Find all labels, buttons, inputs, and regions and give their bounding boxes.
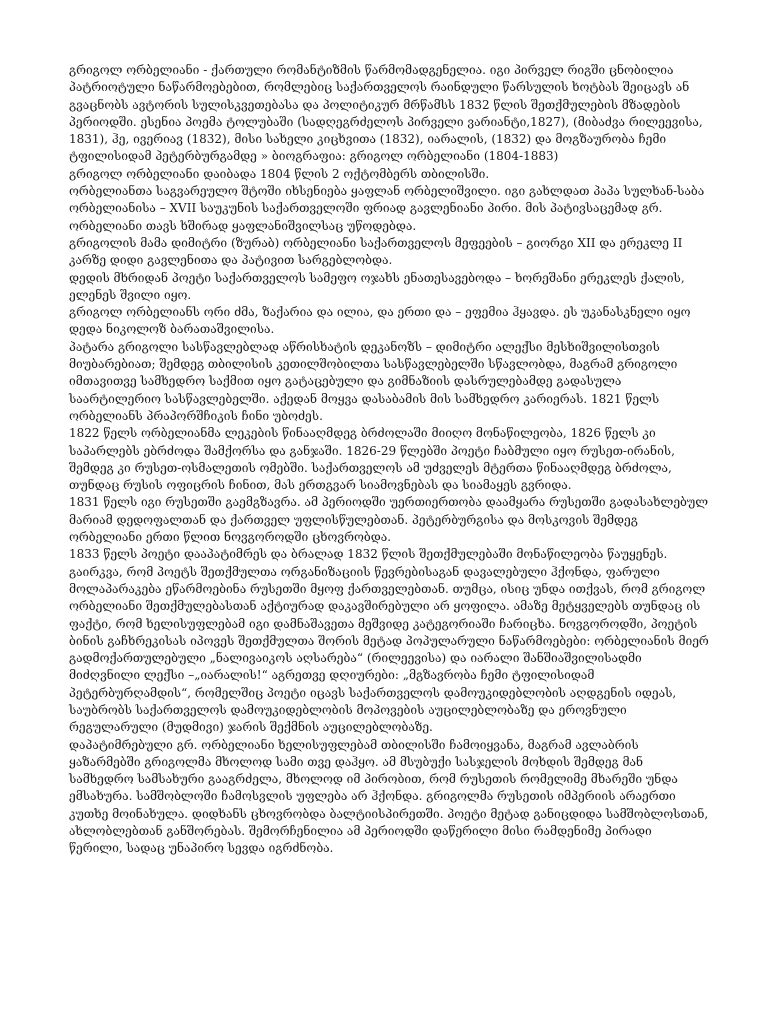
paragraph-education: პატარა გრიგოლი სასწავლებლად აწრისხატის დეკანოზს – დიმიტრი ალექსი მესხიშვილისთვის მიუბარებიათ; შემდეგ თბილისის კეთილშობილთა სასწავლებელში სწავლობდა, მაგრამ გრიგოლი იმთავითვე სამხედრო საქმით იყო გატაცებული და გიმნაზიის დასრულებამდე გადასულა საარტილერიო სასწავლებელში. აქედან მოყვა დასაბამის მის სამხედრო კარიერას. 1821 წელს ორბელიანს პრაპორშჩიკის ჩინი უბოძეს. xyxy=(69,339,678,423)
paragraph-exile: დაპატიმრებული გრ. ორბელიანი ხელისუფლებამ თბილისში ჩამოიყვანა, მაგრამ ავლაბრის ყაზარმებში გრიგოლმა მხოლოდ სამი თვე დაჰყო. ამ მსუბუქი სასჯელის მოხდის შემდეგ მან სამხედრო სამსახური გააგრძელა, მხოლოდ იმ პირობით, რომ რუსეთის რომელიმე მხარეში უნდა ემსახურა. სამშობლოში ჩამოსვლის უფლება არ ჰქონდა. გრიგოლმა რუსეთის იმპერიის არაერთი კუთხე მოინახულა. დიდხანს ცხოვრობდა ბალტიისპირეთში. პოეტი მეტად განიცდიდა სამშობლოსთან, ახლობლებთან განშორებას. შემორჩენილია ამ პერიოდში დაწერილი მისი რამდენიმე პირადი წერილი, სადაც უნაპირო სევდა იგრძნობა. xyxy=(69,737,709,856)
paragraph-mother: დედის მხრიდან პოეტი საქართველოს სამეფო ოჯახს ენათესავებოდა – ხორეშანი ერეკლეს ქალის, ელენეს შვილი იყო. xyxy=(69,270,685,302)
paragraph-birth: გრიგოლ ორბელიანი დაიბადა 1804 წლის 2 ოქტომბერს თბილისში. xyxy=(69,166,490,181)
paragraph-russia: 1831 წელს იგი რუსეთში გაემგზავრა. ამ პერიოდში უერთიერთობა დაამყარა რუსეთში გადასახლებულ მარიამ დედოფალთან და ქართველ უფლისწულებთან. პეტერბურგისა და მოსკოვის შემდეგ ორბელიანი ერთი წლით ნოვგოროდში ცხოვრობდა. xyxy=(69,495,709,545)
paragraph-lineage: ორბელიანთა საგვარეულო შტოში იხსენიება ყაფლან ორბელიშვილი. იგი გახლდათ პაპა სულხან-საბა ორბელიანისა – XVII საუკუნის საქართველოში ფრიად გავლენიანი პირი. მის პატივსაცემად გრ. ორბელიანი თავს ხშირად ყაფლანიშვილსაც უწოდებდა. xyxy=(69,184,705,233)
paragraph-intro: გრიგოლ ორბელიანი - ქართული რომანტიზმის წარმომადგენელია. იგი პირველ რიგში ცნობილია პატრიოტული ნაწარმოებებით, რომლებიც საქართველოს რაინდული წარსულის ხოტბას შეიცავს ან გვაცნობს ავტორის სულისკვეთებასა და პოლიტიკურ მრწამსს 1832 წლის შეთქმულების მზადების პერიოდში. ესენია პოემა ტოლუბაში (სადღეგრძელოს პირველი ვარიანტი,1827), (მიბაძვა რილეევისა, 1831), ჰე, ივერიავ (1832), მისი სახელი კიცხვითა (1832), იარალის, (1832) და მოგზაურობა ჩემი ტფილისიდამ პეტერბურგამდე » ბიოგრაფია: გრიგოლ ორბელიანი (1804-1883) xyxy=(69,63,703,164)
paragraph-arrest: 1833 წელს პოეტი დააპატიმრეს და ბრალად 1832 წლის შეთქმულებაში მონაწილეობა წაუყენეს. გაირკვა, რომ პოეტს შეთქმულთა ორგანიზაციის წევრებისაგან დავალებული ჰქონდა, ფარული მოლაპარაკება ეწარმოებინა რუსეთში მყოფ ქართველებთან. თუმცა, ისიც უნდა ითქვას, რომ გრიგოლ ორბელიანი შეთქმულებასთან აქტიურად დაკავშირებული არ ყოფილა. ამაზე მეტყველებს თუნდაც ის ფაქტი, რომ ხელისუფლებამ იგი დამნაშავეთა მეშვიდე კატეგორიაში ჩარიცხა. ნოვგოროდში, პოეტის ბინის გაჩხრეკისას იპოვეს შეთქმულთა შორის მეტად პოპულარული ნაწარმოებები: ორბელიანის მიერ გადმოქართულებული „ნალივაიკოს აღსარება“ (რილეევისა) და იარალი შანშიაშვილისადმი მიძღვნილი ლექსი –„იარალის!“ აგრეთვე დღიურები: „მგზავრობა ჩემი ტფილისიდამ პეტერბურღამდის“, რომელშიც პოეტი იცავს საქართველოს დამოუკიდებლობის აღდგენის იდეას, საუბრობს საქართველოს დამოუკიდებლობის მოპოვების აუცილებლობაზე და ეროვნული რეგულარული (მუდმივი) ჯარის შექმნის აუცილებლობაზე. xyxy=(69,547,709,735)
paragraph-siblings: გრიგოლ ორბელიანს ორი ძმა, ზაქარია და ილია, და ერთი და – ეფემია ჰყავდა. ეს უკანასკნელი იყო დედა ნიკოლოზ ბარათაშვილისა. xyxy=(69,305,691,337)
document-body xyxy=(69,62,709,858)
paragraph-military: 1822 წელს ორბელიანმა ლეკების წინააღმდეგ ბრძოლაში მიიღო მონაწილეობა, 1826 წელს კი საპარლებს ებრძოდა შამქორსა და განჯაში. 1826-29 წლებში პოეტი ჩაბმული იყო რუსეთ-ირანის, შემდეგ კი რუსეთ-ოსმალეთის ომებში. საქართველოს ამ უძველეს მტერთა წინააღმდეგ ბრძოლა, თუნდაც რუსის ოფიცრის ჩინით, მას ერთგვარ სიამოვნებას და სიამაყეს გვრიდა. xyxy=(69,426,675,493)
paragraph-father: გრიგოლის მამა დიმიტრი (ზურაბ) ორბელიანი საქართველოს მეფეების – გიორგი XII და ერეკლე II კარზე დიდი გავლენითა და პატივით სარგებლობდა. xyxy=(69,235,683,268)
